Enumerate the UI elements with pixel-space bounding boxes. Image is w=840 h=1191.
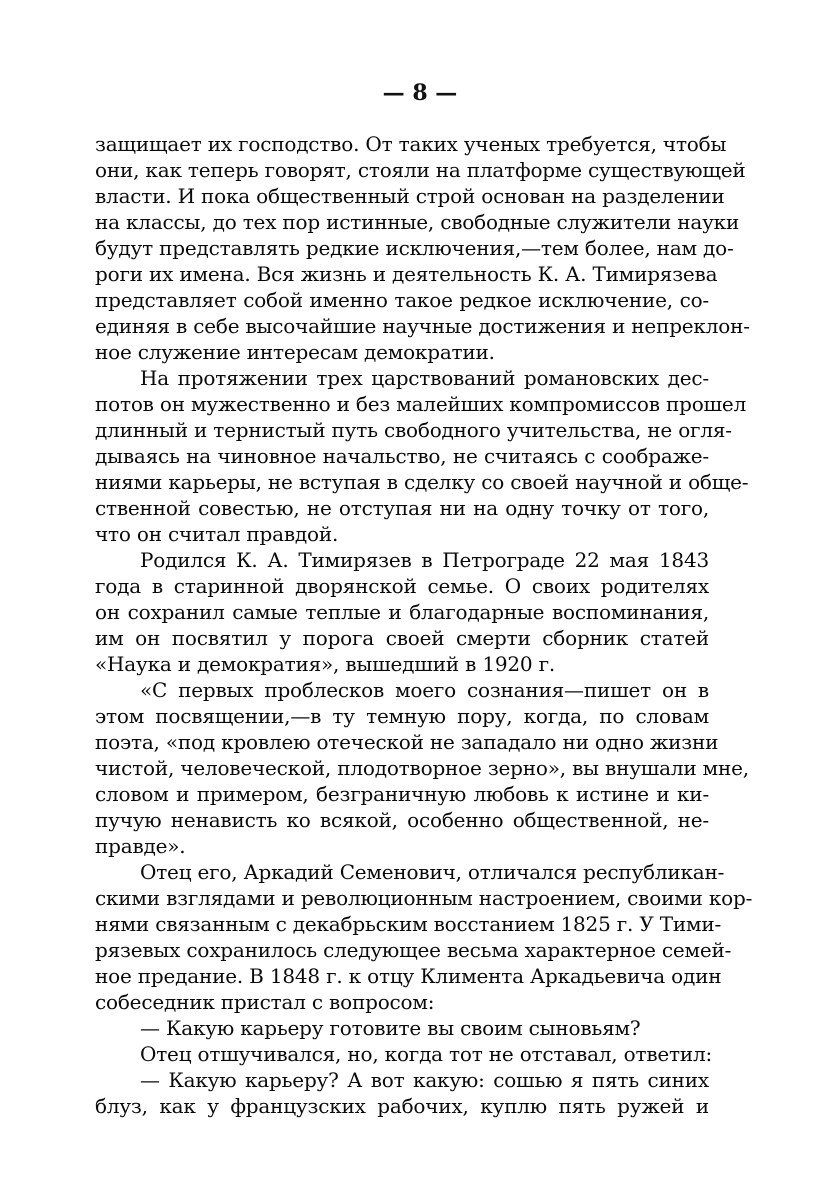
text-line: он сохранил самые теплые и благодарные воспоминания,: [95, 600, 709, 624]
text-line: собеседник пристал с вопросом:: [95, 990, 435, 1014]
text-line: длинный и тернистый путь свободного учительства, не огля-: [95, 418, 732, 442]
text-line: нями связанным с декабрьским восстанием 1825 г. У Тими-: [95, 912, 722, 936]
text-line: что он считал правдой.: [95, 522, 339, 546]
text-line: — Какую карьеру готовите вы своим сыновьям?: [140, 1016, 641, 1040]
text-line: ниями карьеры, не вступая в сделку со своей научной и обще-: [95, 470, 749, 494]
text-line: скими взглядами и революционным настроением, своими кор-: [95, 886, 753, 910]
text-line: словом и примером, безграничную любовь к истине и ки-: [95, 782, 709, 806]
text-line: На протяжении трех царствований романовских дес-: [140, 366, 709, 390]
text-line: потов он мужественно и без малейших компромиссов прошел: [95, 392, 747, 416]
text-line: чистой, человеческой, плодотворное зерно», вы внушали мне,: [95, 756, 749, 780]
text-line: будут представлять редкие исключения,—тем более, нам до-: [95, 236, 734, 260]
text-line: этом посвящении,—в ту темную пору, когда, по словам: [95, 704, 709, 728]
text-line: ное предание. В 1848 г. к отцу Климента Аркадьевича один: [95, 964, 722, 988]
text-line: дываясь на чиновное начальство, не считаясь с соображе-: [95, 444, 709, 468]
text-line: «С первых проблесков моего сознания—пишет он в: [140, 678, 709, 702]
text-line: единяя в себе высочайшие научные достижения и непреклон-: [95, 314, 750, 338]
text-line: — Какую карьеру? А вот какую: сошью я пять синих: [140, 1068, 709, 1092]
text-line: Отец отшучивался, но, когда тот не отставал, ответил:: [140, 1042, 713, 1066]
text-line: представляет собой именно такое редкое исключение, со-: [95, 288, 709, 312]
text-line: власти. И пока общественный строй основан на разделении: [95, 184, 725, 208]
text-line: года в старинной дворянской семье. О своих родителях: [95, 574, 709, 598]
text-line: «Наука и демократия», вышедший в 1920 г.: [95, 652, 556, 676]
text-line: ное служение интересам демократии.: [95, 340, 495, 364]
text-line: ственной совестью, не отступая ни на одну точку от того,: [95, 496, 709, 520]
text-line: Родился К. А. Тимирязев в Петрограде 22 мая 1843: [140, 548, 709, 572]
text-line: на классы, до тех пор истинные, свободные служители науки: [95, 210, 740, 234]
text-line: им он посвятил у порога своей смерти сборник статей: [95, 626, 709, 650]
text-line: роги их имена. Вся жизнь и деятельность К. А. Тимирязева: [95, 262, 718, 286]
page-number: — 8 —: [382, 80, 458, 106]
text-line: защищает их господство. От таких ученых требуется, чтобы: [95, 132, 727, 156]
text-line: они, как теперь говорят, стояли на платформе существующей: [95, 158, 746, 182]
text-line: пучую ненависть ко всякой, особенно общественной, не-: [95, 808, 709, 832]
text-line: Отец его, Аркадий Семенович, отличался республикан-: [140, 860, 725, 884]
text-line: поэта, «под кровлею отеческой не западало ни одно жизни: [95, 730, 719, 754]
text-line: рязевых сохранилось следующее весьма характерное семей-: [95, 938, 732, 962]
text-line: блуз, как у французских рабочих, куплю пять ружей и: [95, 1094, 709, 1118]
text-line: правде».: [95, 834, 186, 858]
